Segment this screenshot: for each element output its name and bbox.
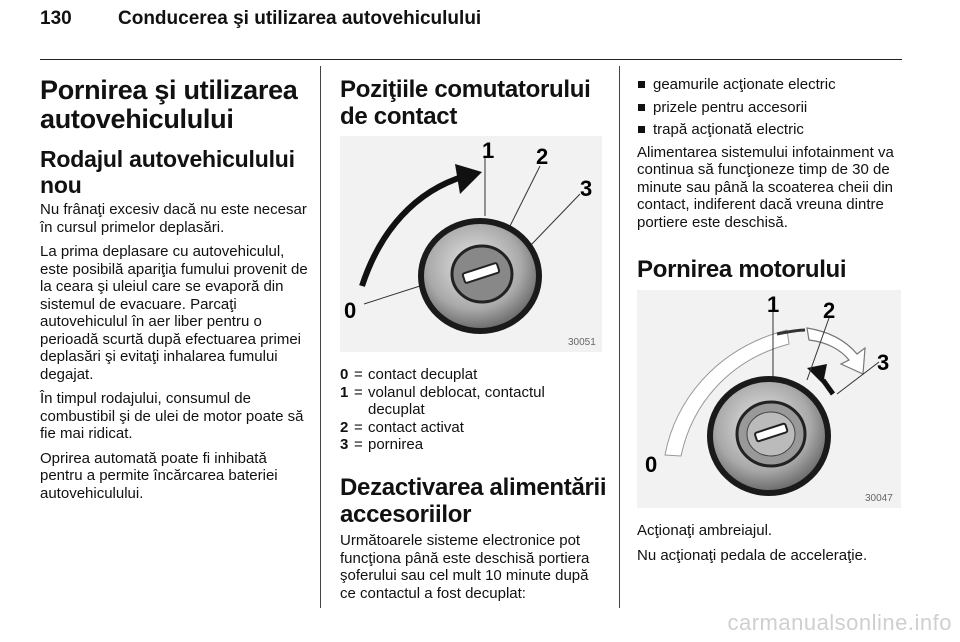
ignition-switch-figure — [340, 136, 602, 352]
figure-code: 30047 — [865, 493, 893, 504]
legend — [340, 366, 610, 454]
accessory-section — [340, 474, 608, 602]
page-number: 130 — [40, 8, 72, 29]
legend-key: 2 — [340, 418, 349, 436]
section-title: Pornirea motorului — [637, 256, 847, 283]
legend-text: contact activat — [368, 418, 464, 436]
figure-label: 3 — [877, 350, 890, 375]
legend-separator: = — [354, 366, 363, 383]
paragraph: Alimentarea sistemului infotainment va continua să funcţioneze timp de 30 de minute sau până la scoaterea cheii din contact, indiferent dacă vreuna dintre portiere este deschisă. — [637, 143, 894, 231]
bullet-item: prizele pentru accesorii — [637, 99, 909, 117]
column-divider-2 — [619, 66, 620, 608]
subsection-title: Rodajul autovehiculului nou — [40, 146, 295, 198]
legend-key: 1 — [340, 383, 349, 401]
chapter-title: Conducerea şi utilizarea autovehiculului — [118, 8, 482, 29]
figure-label: 0 — [645, 452, 658, 477]
figure-label: 3 — [580, 176, 593, 201]
figure-label: 0 — [344, 298, 357, 323]
legend-text: volanul deblocat, contactul decuplat — [368, 383, 545, 418]
paragraph: În timpul rodajului, consumul de combustibil şi de ulei de motor poate să fie mai ridicat. — [40, 390, 304, 442]
column-divider-1 — [320, 66, 321, 608]
engine-start-paragraphs — [637, 522, 909, 564]
paragraph: Următoarele sisteme electronice pot funcţiona până este deschisă portiera şoferului sau cel mult 10 minute după ce contactul a fost decuplat: — [340, 532, 590, 602]
legend-row — [340, 436, 610, 454]
engine-start-illustration — [637, 290, 901, 508]
paragraph: Nu acţionaţi pedala de acceleraţie. — [637, 546, 868, 564]
bullet-list — [637, 76, 909, 139]
bullet-item: trapă acţionată electric — [637, 121, 909, 139]
figure-code: 30051 — [568, 337, 596, 348]
legend-key: 3 — [340, 436, 349, 453]
section-title: Pornirea şi utilizarea autovehiculului — [40, 75, 298, 134]
section-title: Poziţiile comutatorului de contact — [340, 76, 591, 130]
paragraph: Acţionaţi ambreiajul. — [637, 522, 773, 539]
legend-row — [340, 384, 610, 419]
header-rule — [40, 59, 902, 60]
paragraph: Oprirea automată poate fi inhibată pentru a permite încărcarea bateriei autovehiculului. — [40, 449, 278, 502]
legend-separator: = — [354, 436, 363, 453]
legend-text: pornirea — [368, 436, 424, 453]
paragraphs — [40, 201, 312, 502]
figure-label: 1 — [767, 292, 780, 317]
legend-row — [340, 366, 610, 384]
bullet-item: geamurile acţionate electric — [637, 76, 909, 94]
legend-text: contact decuplat — [368, 366, 478, 383]
legend-key: 0 — [340, 366, 349, 383]
legend-separator: = — [354, 383, 363, 401]
legend-row — [340, 419, 610, 437]
legend-separator: = — [354, 418, 363, 436]
engine-start-title-wrap — [637, 256, 909, 283]
section-title: Dezactivarea alimentării accesoriilor — [340, 474, 607, 528]
column-3 — [637, 76, 909, 231]
figure-label: 2 — [823, 298, 836, 323]
column-1 — [40, 76, 312, 502]
figure-label: 1 — [482, 138, 495, 163]
column-2 — [340, 76, 610, 130]
ignition-switch-illustration — [340, 136, 602, 352]
engine-start-figure — [637, 290, 901, 508]
figure-label: 2 — [536, 144, 549, 169]
paragraph: Nu frânaţi excesiv dacă nu este necesar în cursul primelor deplasări. — [40, 201, 307, 236]
paragraph: La prima deplasare cu autovehiculul, este posibilă apariţia fumului provenit de la ceara şi uleiul care se evaporă din sistemul de evacuare. Parcaţi autovehiculul în aer liber pentru o perioadă scurtă după efectuarea primei deplasări şi evitaţi inhalarea fumului degajat. — [40, 243, 308, 383]
watermark: carmanualsonline.info — [727, 610, 952, 635]
